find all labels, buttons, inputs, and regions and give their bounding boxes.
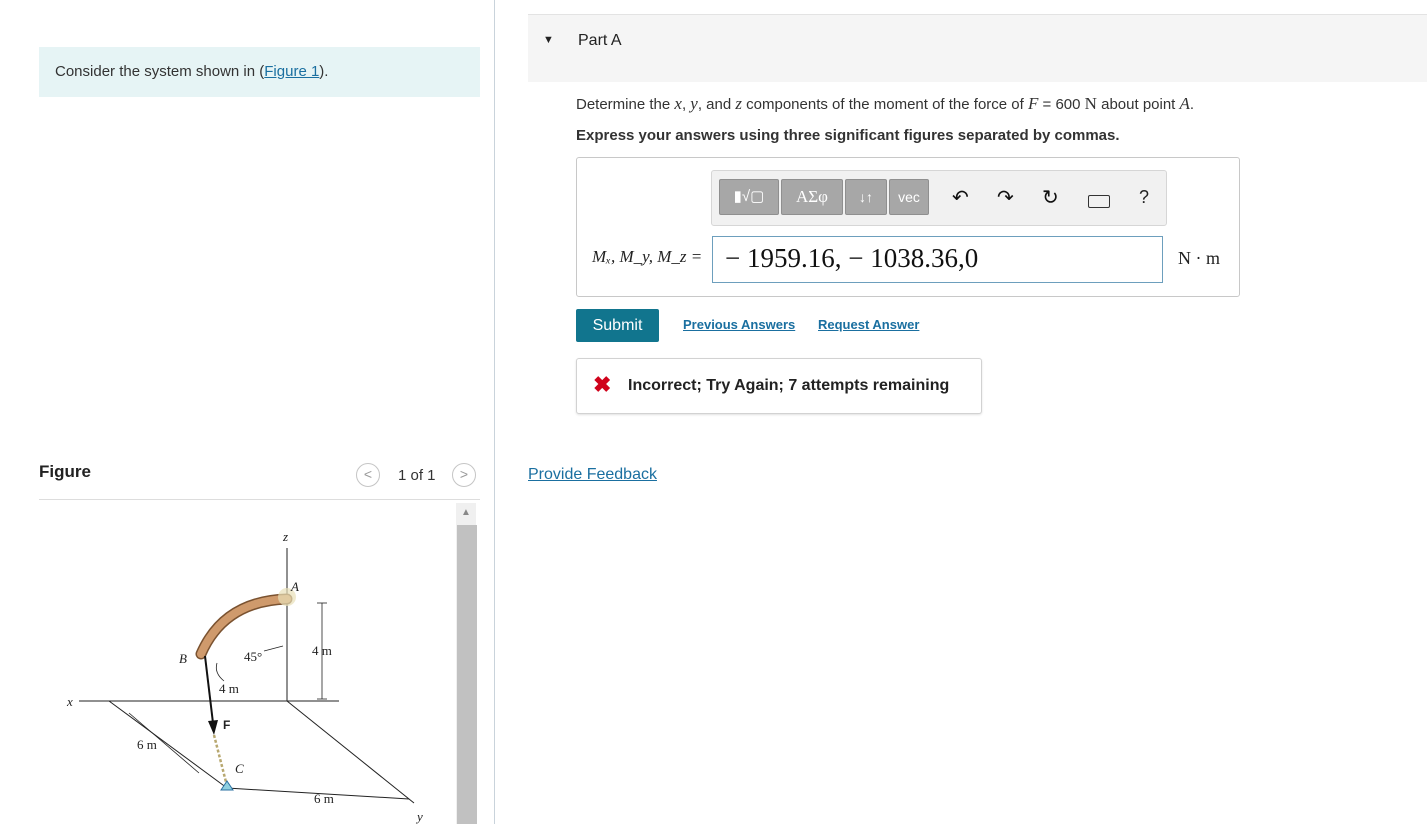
figure-heading: Figure xyxy=(39,462,91,481)
figure-next-button[interactable]: > xyxy=(452,463,476,487)
feedback-text: Incorrect; Try Again; 7 attempts remaining xyxy=(628,377,950,394)
math-toolbar xyxy=(711,170,1167,226)
keyboard-icon[interactable] xyxy=(1088,195,1110,208)
figure-diagram xyxy=(39,503,449,824)
redo-icon[interactable]: ↷ xyxy=(997,187,1014,209)
label-z: z xyxy=(283,529,289,544)
label-x: x xyxy=(67,694,73,709)
reset-icon[interactable]: ↻ xyxy=(1042,187,1059,209)
label-F: F xyxy=(223,718,231,732)
undo-icon[interactable]: ↶ xyxy=(952,187,969,209)
label-A: A xyxy=(291,579,299,594)
question-text: Determine the x, y, and z components of the moment of the force of F = 600 N about point A. xyxy=(576,94,1195,113)
vector-button[interactable]: vec xyxy=(889,179,929,215)
figure-link[interactable]: Figure 1 xyxy=(264,63,320,80)
templates-button[interactable]: ▮√▢ xyxy=(719,179,779,215)
label-45deg: 45° xyxy=(244,649,263,664)
submit-button[interactable]: Submit xyxy=(576,309,659,342)
figure-scrollbar[interactable] xyxy=(456,503,476,824)
provide-feedback-link[interactable]: Provide Feedback xyxy=(528,466,657,483)
label-B: B xyxy=(179,651,187,666)
x-icon: ✖ xyxy=(593,372,612,397)
request-answer-link[interactable]: Request Answer xyxy=(818,317,920,332)
figure-counter: 1 of 1 xyxy=(398,467,436,484)
label-6m-left: 6 m xyxy=(137,737,157,752)
subscript-button[interactable]: ↓↑ xyxy=(845,179,887,215)
answer-input[interactable]: − 1959.16, − 1038.36,0 xyxy=(712,236,1163,283)
problem-intro: Consider the system shown in (Figure 1). xyxy=(39,47,480,97)
label-y: y xyxy=(417,809,423,824)
greek-symbols-button[interactable]: ΑΣφ xyxy=(781,179,843,215)
label-4m-side: 4 m xyxy=(312,643,332,658)
part-title[interactable]: Part A xyxy=(578,32,622,49)
feedback-box xyxy=(576,358,982,414)
answer-unit: N · m xyxy=(1178,248,1220,268)
label-C: C xyxy=(235,761,244,776)
figure-divider xyxy=(39,499,480,500)
column-divider xyxy=(494,0,495,824)
figure-prev-button[interactable]: < xyxy=(356,463,380,487)
help-button[interactable]: ? xyxy=(1139,187,1150,207)
label-4m-bend: 4 m xyxy=(219,681,239,696)
instruction-text: Express your answers using three significant figures separated by commas. xyxy=(576,127,1120,144)
previous-answers-link[interactable]: Previous Answers xyxy=(683,317,796,332)
scroll-thumb[interactable] xyxy=(457,525,477,824)
answer-label: Mₓ, M_y, M_z = xyxy=(592,247,703,266)
scroll-up-arrow-icon[interactable]: ▲ xyxy=(461,507,471,518)
label-6m-bottom: 6 m xyxy=(314,791,334,806)
collapse-caret-icon[interactable]: ▼ xyxy=(543,34,554,46)
part-header[interactable] xyxy=(528,14,1427,82)
